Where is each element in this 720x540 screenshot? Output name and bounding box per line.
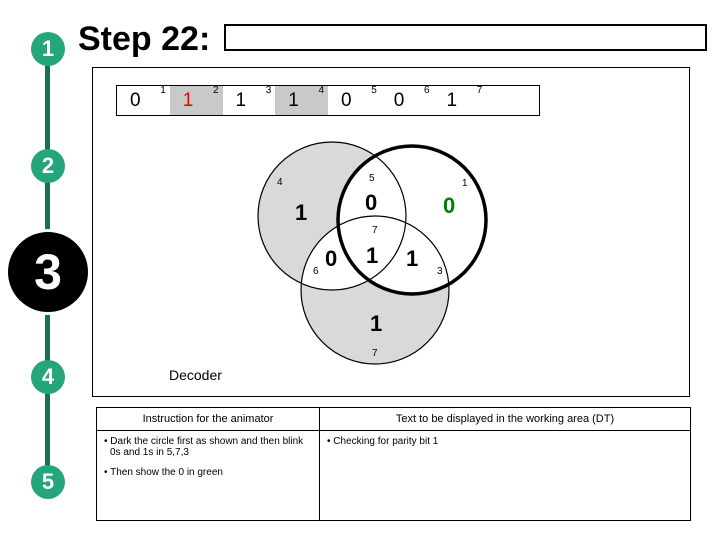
venn-value: 0 bbox=[365, 190, 378, 215]
venn-value: 0 bbox=[325, 246, 338, 271]
bit-value: 1 bbox=[446, 90, 458, 111]
venn-value-highlight: 0 bbox=[443, 193, 456, 218]
bit-value: 1 bbox=[235, 90, 247, 111]
step-4-button[interactable]: 4 bbox=[31, 360, 65, 394]
step-1-button[interactable]: 1 bbox=[31, 32, 65, 66]
venn-label: 5 bbox=[369, 173, 375, 184]
venn-label: 6 bbox=[313, 266, 319, 277]
step-2-button[interactable]: 2 bbox=[31, 149, 65, 183]
bit-index: 5 bbox=[371, 85, 377, 96]
bit-index: 3 bbox=[265, 85, 272, 96]
venn-label: 7 bbox=[372, 225, 378, 236]
display-text-items bbox=[320, 430, 690, 520]
venn-value: 1 bbox=[295, 200, 308, 225]
bit-index: 7 bbox=[476, 85, 483, 96]
venn-label: 4 bbox=[277, 177, 283, 188]
instruction-item: • Dark the circle first as shown and then blink 0s and 1s in 5,7,3 bbox=[104, 436, 304, 458]
venn-value: 1 bbox=[370, 311, 383, 336]
animator-instructions bbox=[97, 430, 319, 520]
venn-value: 1 bbox=[366, 243, 379, 268]
bit-value: 0 bbox=[130, 90, 141, 111]
step-5-button[interactable]: 5 bbox=[31, 465, 65, 499]
bit-index: 2 bbox=[212, 85, 219, 96]
bit-value: 0 bbox=[393, 90, 405, 111]
bit-index: 6 bbox=[423, 85, 430, 96]
venn-value: 1 bbox=[406, 246, 419, 271]
page-title: Step 22: bbox=[78, 20, 211, 58]
bit-value: 0 bbox=[341, 90, 352, 111]
instruction-table bbox=[96, 407, 691, 521]
venn-label: 3 bbox=[437, 266, 443, 277]
bit-value: 1 bbox=[288, 90, 299, 111]
display-text-header: Text to be displayed in the working area (DT) bbox=[395, 413, 615, 425]
step-3-button-current[interactable]: 3 bbox=[5, 229, 91, 315]
venn-label: 1 bbox=[462, 178, 468, 189]
instruction-item: • Then show the 0 in green bbox=[104, 467, 223, 478]
bit-index: 1 bbox=[160, 85, 166, 96]
bit-index: 4 bbox=[318, 85, 324, 96]
display-text-item: • Checking for parity bit 1 bbox=[327, 436, 439, 447]
venn-label: 7 bbox=[372, 348, 378, 359]
decoder-label: Decoder bbox=[169, 367, 222, 383]
bit-value: 1 bbox=[182, 90, 194, 111]
animator-instruction-header: Instruction for the animator bbox=[142, 413, 274, 425]
